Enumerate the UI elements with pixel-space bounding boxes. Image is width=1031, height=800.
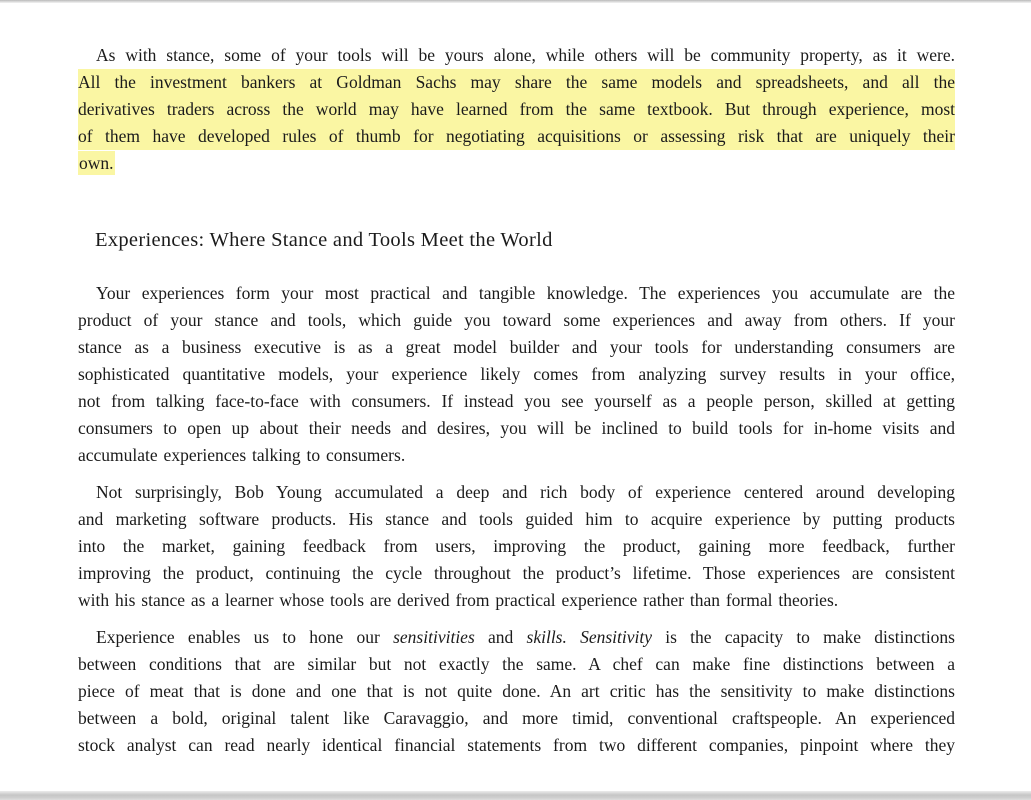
highlighted-text-line [78,69,955,96]
body-text: into the market, gaining feedback from users, improving the product, gaining more feedback, further [78,536,955,556]
paragraph [78,479,955,614]
body-text: with his stance as a learner whose tools are derived from practical experience rather than formal theories. [78,590,839,610]
text-line [78,587,955,614]
body-text: stock analyst can read nearly identical financial statements from two different companies, pinpoint where they [78,735,955,755]
body-text: As with stance, some of your tools will be yours alone, while others will be community property, as it were. [96,45,955,65]
text-line [78,442,955,469]
text-line [78,705,955,732]
text-line [78,678,955,705]
text-line [78,560,955,587]
body-text: stance as a business executive is as a great model builder and your tools for understanding consumers are [78,337,955,357]
body-text: accumulate experiences talking to consumers. [78,445,406,465]
body-text: of them have developed rules of thumb for negotiating acquisitions or assessing risk that are uniquely their [78,126,955,146]
text-line [78,42,955,69]
text-line [78,533,955,560]
italic-text: sensitivities [393,627,475,647]
text-line [78,415,955,442]
body-text: improving the product, continuing the cycle throughout the product’s lifetime. Those experiences are consistent [78,563,955,583]
text-line [78,479,955,506]
body-text: between conditions that are similar but not exactly the same. A chef can make fine distinctions between a [78,654,955,674]
body-text: between a bold, original talent like Caravaggio, and more timid, conventional craftspeople. An experienced [78,708,955,728]
paragraph [78,280,955,469]
body-text: not from talking face-to-face with consumers. If instead you see yourself as a people person, skilled at getting [78,391,955,411]
body-text: and [474,627,527,647]
paragraph [78,624,955,759]
highlighted-text [78,151,115,175]
body-text: Your experiences form your most practical and tangible knowledge. The experiences you accumulate are the [96,283,955,303]
body-text: and marketing software products. His stance and tools guided him to acquire experience by putting products [78,509,955,529]
body-text: sophisticated quantitative models, your experience likely comes from analyzing survey results in your office, [78,364,955,384]
section-heading: Experiences: Where Stance and Tools Meet the World [95,229,553,251]
body-text: All the investment bankers at Goldman Sachs may share the same models and spreadsheets, and all the [78,72,955,92]
text-line [78,732,955,759]
text-line [78,361,955,388]
body-text: is the capacity to make distinctions [652,627,955,647]
text-line [78,651,955,678]
text-line [78,506,955,533]
text-line [78,280,955,307]
page-top-edge [0,0,1031,3]
highlighted-text-line [78,96,955,123]
text-line [78,334,955,361]
body-text: own. [79,153,114,173]
text-line [78,624,955,651]
highlighted-text-line [78,123,955,150]
highlighted-text-line [78,150,955,177]
text-line [78,307,955,334]
italic-text: skills. Sensitivity [526,627,653,647]
body-text: consumers to open up about their needs and desires, you will be inclined to build tools for in-home visits and [78,418,955,438]
body-text: Experience enables us to hone our [96,627,394,647]
page-text [78,42,955,759]
body-text: product of your stance and tools, which guide you toward some experiences and away from others. If your [78,310,955,330]
paragraph [78,42,955,177]
body-text: Not surprisingly, Bob Young accumulated a deep and rich body of experience centered around developing [96,482,955,502]
body-text: piece of meat that is done and one that is not quite done. An art critic has the sensitivity to make distinctions [78,681,955,701]
body-text: derivatives traders across the world may have learned from the same textbook. But through experience, most [78,99,955,119]
text-line [78,388,955,415]
page-bottom-edge [0,791,1031,800]
